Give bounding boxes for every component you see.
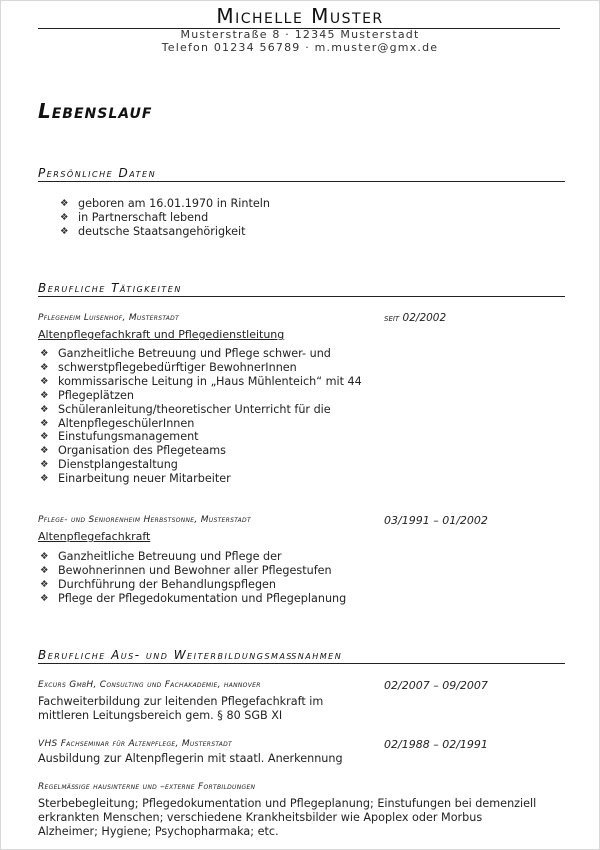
job-role: Altenpflegefachkraft	[38, 530, 151, 543]
list-item: ❖ Einstufungsmanagement	[38, 430, 378, 444]
section-heading-education: Berufliche Aus- und Weiterbildungsmaßnahmen	[38, 648, 343, 662]
list-item: ❖ Ganzheitliche Betreuung und Pflege schwer- und	[38, 347, 378, 361]
section-heading-personal: Persönliche Daten	[38, 166, 157, 180]
list-item: ❖ kommissarische Leitung in „Haus Mühlenteich“ mit 44	[38, 375, 378, 389]
list-item: ❖ schwerstpflegebedürftiger BewohnerInnen	[38, 361, 378, 375]
institution-name: Regelmäßige hausinterne und –externe Fortbildungen	[38, 782, 256, 792]
education-description: erkrankten Menschen; verschiedene Krankheitsbilder wie Apoplex oder Morbus	[38, 811, 483, 824]
list-item: ❖ Ganzheitliche Betreuung und Pflege der	[38, 550, 378, 564]
education-description: Alzheimer; Hygiene; Psychopharmaka; etc.	[38, 825, 279, 838]
education-description: mittleren Leitungsbereich gem. § 80 SGB XI	[38, 709, 283, 722]
education-period: 02/2007 – 09/2007	[384, 679, 488, 692]
job-duties-list	[38, 347, 378, 486]
section-heading-career: Berufliche Tätigkeiten	[38, 281, 182, 295]
applicant-name: Michelle Muster	[216, 4, 384, 28]
education-period: 02/1988 – 02/1991	[384, 738, 488, 751]
contact-line: Telefon 01234 56789 · m.muster@gmx.de	[161, 41, 439, 54]
list-item: ❖ Dienstplangestaltung	[38, 458, 378, 472]
document-title: Lebenslauf	[38, 99, 153, 123]
list-item: ❖ Pflegeplätzen	[38, 389, 378, 403]
institution-name: Excurs GmbH, Consulting und Fachakademie, hannover	[38, 680, 261, 690]
address-line: Musterstraße 8 · 12345 Musterstadt	[180, 28, 420, 41]
list-item: ❖ AltenpflegeschülerInnen	[38, 417, 378, 431]
list-item: ❖ geboren am 16.01.1970 in Rinteln	[58, 197, 518, 211]
list-item: ❖ Durchführung der Behandlungspflegen	[38, 578, 378, 592]
list-item: ❖ Einarbeitung neuer Mitarbeiter	[38, 472, 378, 486]
list-item: ❖ Organisation des Pflegeteams	[38, 444, 378, 458]
list-item: ❖ Pflege der Pflegedokumentation und Pflegeplanung	[38, 592, 378, 606]
employment-period: 03/1991 – 01/2002	[384, 514, 488, 527]
education-description: Ausbildung zur Altenpflegerin mit staatl. Anerkennung	[38, 752, 343, 765]
list-item: ❖ deutsche Staatsangehörigkeit	[58, 225, 518, 239]
employer-name: Pflegeheim Luisenhof, Musterstadt	[38, 313, 180, 323]
institution-name: VHS Fachseminar für Altenpflege, Musterstadt	[38, 739, 233, 749]
job-role: Altenpflegefachkraft und Pflegedienstleitung	[38, 328, 285, 341]
employment-period: seit 02/2002	[384, 312, 447, 324]
list-item: ❖ Bewohnerinnen und Bewohner aller Pflegestufen	[38, 564, 378, 578]
section-divider-career	[38, 296, 565, 297]
list-item: ❖ Schüleranleitung/theoretischer Unterricht für die	[38, 403, 378, 417]
section-divider-education	[38, 663, 565, 664]
job-duties-list	[38, 550, 378, 606]
education-description: Sterbebegleitung; Pflegedokumentation und Pflegeplanung; Einstufungen bei demenziell	[38, 797, 537, 810]
list-item: ❖ in Partnerschaft lebend	[58, 211, 518, 225]
education-description: Fachweiterbildung zur leitenden Pflegefachkraft im	[38, 695, 324, 708]
employer-name: Pflege- und Seniorenheim Herbstsonne, Musterstadt	[38, 515, 251, 525]
section-divider-personal	[38, 181, 565, 182]
personal-list	[58, 197, 518, 239]
